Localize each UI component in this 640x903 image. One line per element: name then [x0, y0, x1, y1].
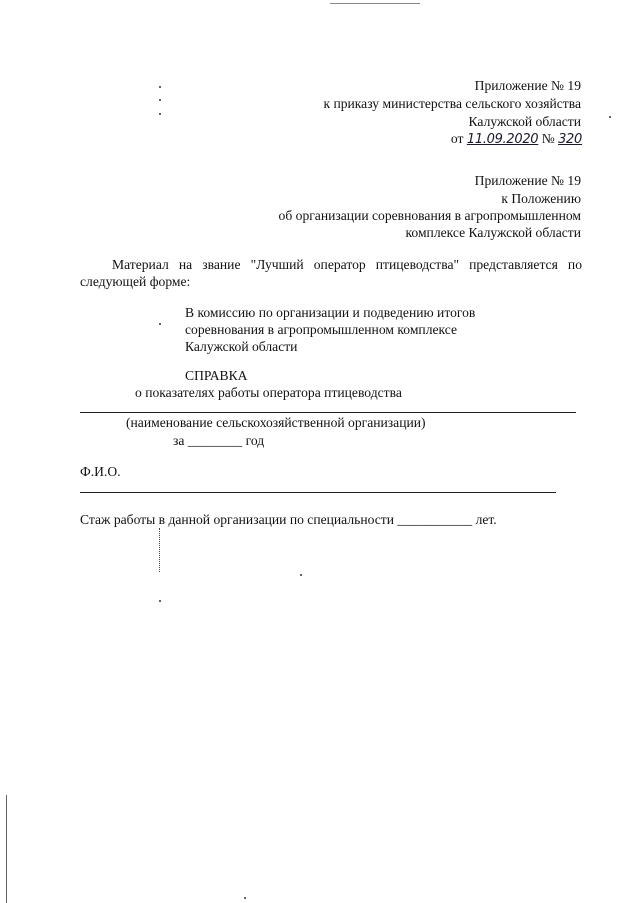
- regulation-ref: к Положению: [501, 191, 581, 206]
- intro-line1: Материал на звание "Лучший оператор птицеводства" представляется по: [112, 257, 582, 272]
- certificate-title: СПРАВКА: [185, 368, 248, 383]
- certificate-subtitle: о показателях работы оператора птицеводства: [135, 385, 402, 400]
- appendix-title: Приложение № 19: [474, 78, 581, 93]
- appendix-date-line: [451, 130, 582, 149]
- regulation-title: Приложение № 19: [474, 173, 581, 188]
- year-blank: ________: [187, 433, 243, 448]
- year-prefix: за: [173, 433, 185, 448]
- recipient-line1: В комиссию по организации и подведению итогов: [185, 305, 476, 320]
- number-prefix: №: [541, 131, 555, 146]
- recipient-line2: соревнования в агропромышленном комплексе: [185, 322, 458, 337]
- fio-line: [80, 492, 556, 493]
- experience-suffix: лет.: [475, 512, 497, 527]
- scan-dot: [159, 113, 161, 115]
- organization-name-line: [80, 412, 576, 413]
- fio-label: Ф.И.О.: [80, 464, 121, 479]
- scan-dot: [159, 600, 161, 602]
- scan-mark-left-edge: [6, 795, 7, 903]
- experience-text: Стаж работы в данной организации по специальности: [80, 512, 394, 527]
- regulation-line3: об организации соревнования в агропромышленном: [278, 208, 581, 223]
- appendix-region: Калужской области: [468, 114, 581, 129]
- scan-dot: [609, 116, 611, 118]
- regulation-line4: комплексе Калужской области: [405, 225, 581, 240]
- organization-caption: (наименование сельскохозяйственной организации): [126, 415, 426, 430]
- experience-line: [80, 511, 497, 529]
- scan-dot: [159, 323, 161, 325]
- year-suffix: год: [245, 433, 265, 448]
- scan-dot: [159, 99, 161, 101]
- date-prefix: от: [450, 131, 464, 146]
- year-line: [173, 432, 264, 450]
- scan-artifact-top: [330, 3, 420, 4]
- handwritten-date: 11.09.2020: [466, 132, 539, 147]
- handwritten-number: 320: [558, 132, 582, 147]
- scan-dot: [300, 574, 302, 576]
- appendix-order-ref: к приказу министерства сельского хозяйства: [323, 96, 581, 111]
- experience-blank: ___________: [397, 512, 473, 527]
- scan-mark: [159, 528, 160, 572]
- intro-line2: следующей форме:: [80, 274, 191, 289]
- scan-dot: [159, 86, 161, 88]
- recipient-line3: Калужской области: [185, 339, 298, 354]
- scan-dot: [244, 897, 246, 899]
